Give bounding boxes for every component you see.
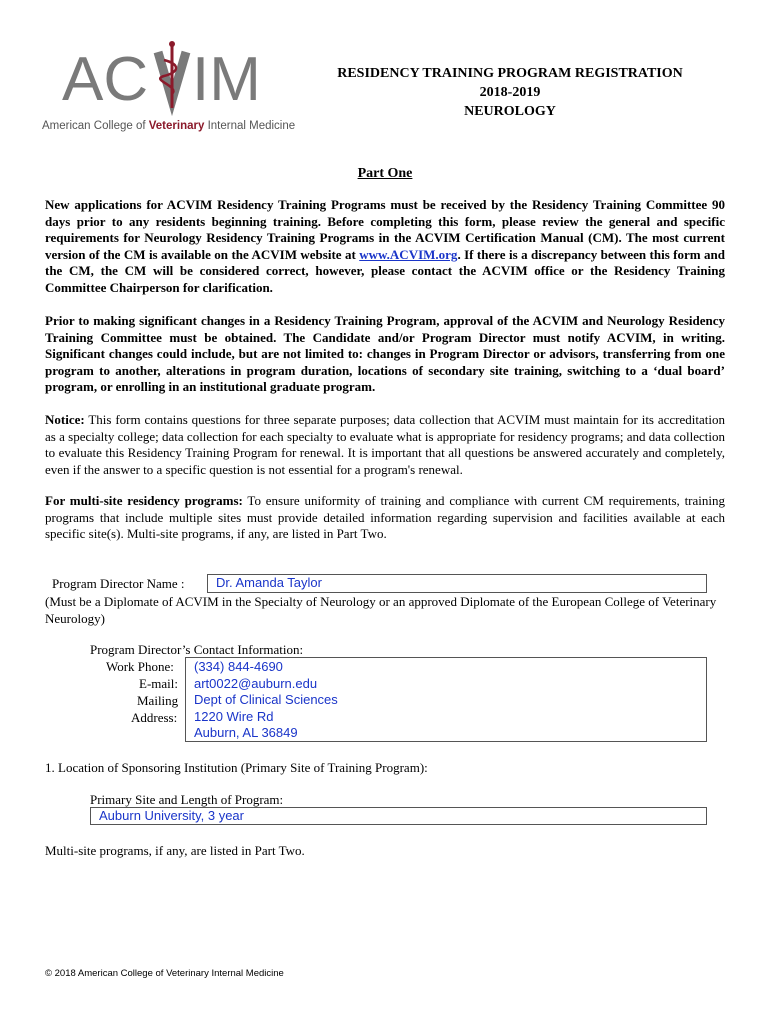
- multisite-paragraph: [45, 493, 725, 543]
- logo-mark: [40, 38, 270, 118]
- intro-text: New applications for ACVIM Residency Training Programs must be received by the Residency Training Committee 90 days prior to any residents beginning training. Before completing this form, please review the general and specific requirements for Neurology Residency Training Programs in the ACVIM Certification Manual (CM). The most current version of the CM is available on the ACVIM website at: [45, 197, 725, 262]
- logo-subtitle-bold: Veterinary: [148, 120, 205, 132]
- email-value: art0022@auburn.edu: [194, 675, 318, 691]
- acvim-logo: [40, 38, 296, 138]
- logo-subtitle: [42, 120, 295, 132]
- address-line-1: Dept of Clinical Sciences: [194, 692, 338, 708]
- logo-letters-left: AC: [62, 45, 149, 114]
- contact-heading: Program Director’s Contact Information:: [90, 642, 304, 657]
- multisite-label: For multi-site residency programs:: [45, 493, 243, 508]
- multisite-note: Multi-site programs, if any, are listed in Part Two.: [45, 843, 305, 858]
- logo-letters-right: IM: [192, 45, 261, 114]
- title-line-1: RESIDENCY TRAINING PROGRAM REGISTRATION: [337, 66, 683, 81]
- question-1: 1. Location of Sponsoring Institution (Primary Site of Training Program):: [45, 760, 428, 775]
- title-line-3: NEUROLOGY: [464, 104, 556, 119]
- program-director-field[interactable]: [207, 574, 707, 593]
- intro-paragraph: [45, 197, 725, 297]
- program-director-note: (Must be a Diplomate of ACVIM in the Specialty of Neurology or an approved Diplomate of the European College of Veterinary Neurology): [45, 594, 717, 626]
- title-line-2: 2018-2019: [479, 85, 541, 100]
- notice-text: This form contains questions for three separate purposes; data collection that ACVIM must maintain for its accreditation as a specialty college; data collection for each specialty to evaluate what is appropriate for residency programs; and data collection to evaluate this Residency Training Program for renewal. It is important that all questions be answered accurately and completely, even if the answer to a specific question is not essential for a program's renewal.: [45, 412, 725, 477]
- intro-text-after: . If there is a discrepancy between this form and the CM, the CM will be considered correct, however, please contact the ACVIM office or the Residency Training Committee Chairperson for clarification.: [45, 246, 725, 295]
- work-phone-value: (334) 844-4690: [194, 659, 283, 674]
- address-label: Address:: [131, 710, 178, 725]
- address-line-3: Auburn, AL 36849: [194, 725, 298, 741]
- mailing-label: Mailing: [137, 693, 179, 708]
- primary-site-value: Auburn University, 3 year: [99, 808, 244, 823]
- program-director-value: Dr. Amanda Taylor: [216, 575, 322, 590]
- multisite-text: To ensure uniformity of training and compliance with current CM requirements, training programs that include multiple sites must provide detailed information regarding supervision and facilities available at each specific site(s). Multi-site programs, if any, are listed in Part Two.: [45, 493, 725, 542]
- address-line-2: 1220 Wire Rd: [194, 708, 274, 724]
- changes-paragraph: Prior to making significant changes in a Residency Training Program, approval of the ACVIM and Neurology Residency Training Committee must be obtained. The Candidate and/or Program Director must notify ACVIM, in writing. Significant changes could include, but are not limited to: changes in Program Director or advisors, transferring from one program to another, alterations in program duration, locations of secondary site training, switching to a ‘dual board’ program, or enrolling in an institutional graduate program.: [45, 313, 725, 395]
- acvim-website-link[interactable]: www.ACVIM.org: [359, 246, 458, 262]
- notice-label: Notice:: [45, 412, 85, 427]
- form-title: [300, 64, 720, 121]
- copyright-footer: © 2018 American College of Veterinary Internal Medicine: [45, 968, 284, 979]
- primary-site-field[interactable]: [90, 807, 707, 825]
- logo-subtitle-post: Internal Medicine: [204, 120, 296, 132]
- contact-info-field[interactable]: [185, 657, 707, 742]
- program-director-label: Program Director Name :: [52, 576, 185, 591]
- primary-site-label: Primary Site and Length of Program:: [90, 792, 284, 807]
- notice-paragraph: [45, 412, 725, 478]
- caduceus-icon: [158, 41, 186, 108]
- logo-subtitle-pre: American College of: [42, 120, 149, 132]
- part-one-heading: Part One: [357, 166, 413, 181]
- work-phone-label: Work Phone:: [106, 659, 174, 674]
- email-label: E-mail:: [139, 676, 178, 691]
